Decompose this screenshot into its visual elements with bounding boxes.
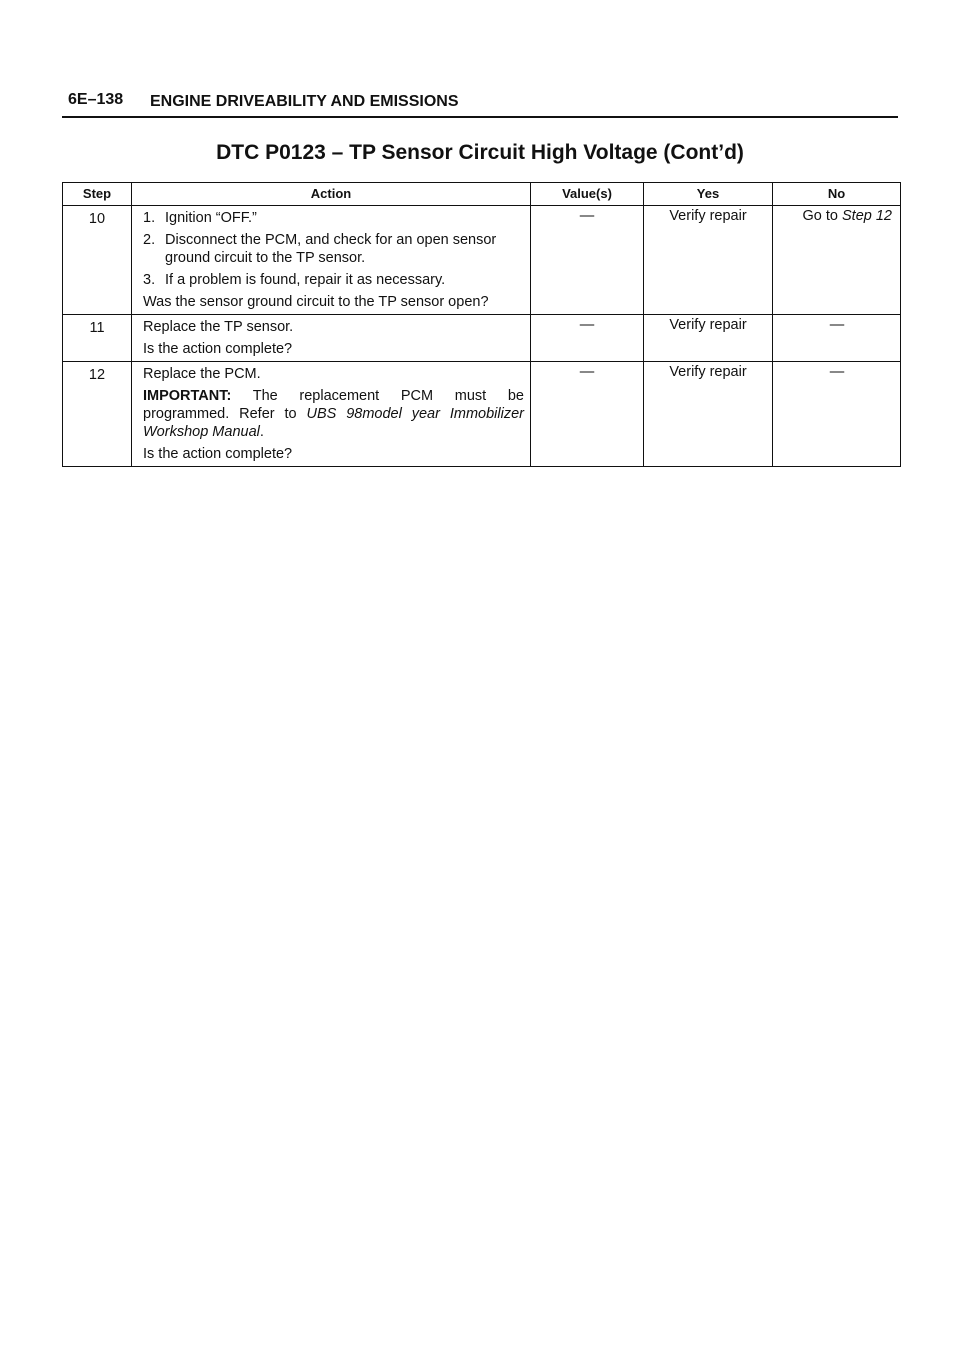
no-cell xyxy=(773,206,901,315)
important-label: IMPORTANT: xyxy=(143,388,232,404)
step-reference: Step 12 xyxy=(842,208,892,224)
table-row xyxy=(63,206,901,315)
no-cell: — xyxy=(773,315,901,362)
important-note xyxy=(143,387,524,441)
value-cell: — xyxy=(531,362,644,467)
important-text: The replacement PCM must be programmed. Refer to xyxy=(143,388,524,422)
column-header-action: Action xyxy=(132,183,531,206)
action-list-item xyxy=(143,271,524,289)
table-header-row xyxy=(63,183,901,206)
action-list-item xyxy=(143,209,524,227)
action-cell xyxy=(132,362,531,467)
column-header-yes: Yes xyxy=(644,183,773,206)
action-instruction: Replace the PCM. xyxy=(143,366,261,382)
table-row xyxy=(63,362,901,467)
column-header-step: Step xyxy=(63,183,132,206)
document-title: DTC P0123 – TP Sensor Circuit High Voltage (Cont’d) xyxy=(216,141,744,164)
list-text: If a problem is found, repair it as necessary. xyxy=(165,272,446,288)
value-cell: — xyxy=(531,315,644,362)
action-cell xyxy=(132,315,531,362)
step-number: 11 xyxy=(63,315,132,362)
step-number: 12 xyxy=(63,362,132,467)
list-number: 1. xyxy=(143,210,156,226)
no-cell: — xyxy=(773,362,901,467)
list-number: 3. xyxy=(143,272,156,288)
yes-cell: Verify repair xyxy=(644,206,773,315)
list-text: Ignition “OFF.” xyxy=(165,210,257,226)
page-number: 6E–138 xyxy=(68,91,124,108)
action-cell xyxy=(132,206,531,315)
action-question: Is the action complete? xyxy=(143,446,293,462)
diagnostic-table xyxy=(62,182,901,467)
important-end: . xyxy=(259,424,264,440)
list-text: Disconnect the PCM, and check for an open sensor ground circuit to the TP sensor. xyxy=(165,232,497,266)
page-header xyxy=(62,88,898,118)
action-question: Is the action complete? xyxy=(143,341,293,357)
section-title: ENGINE DRIVEABILITY AND EMISSIONS xyxy=(150,93,459,110)
list-number: 2. xyxy=(143,232,156,248)
column-header-values: Value(s) xyxy=(531,183,644,206)
manual-reference: UBS 98model year Immobilizer Workshop Manual xyxy=(143,406,524,440)
no-prefix: Go to xyxy=(802,208,842,224)
action-list-item xyxy=(143,231,524,267)
column-header-no: No xyxy=(773,183,901,206)
action-instruction: Replace the TP sensor. xyxy=(143,319,294,335)
table-row xyxy=(63,315,901,362)
yes-cell: Verify repair xyxy=(644,315,773,362)
step-number: 10 xyxy=(63,206,132,315)
value-cell: — xyxy=(531,206,644,315)
yes-cell: Verify repair xyxy=(644,362,773,467)
action-question: Was the sensor ground circuit to the TP sensor open? xyxy=(143,294,489,310)
